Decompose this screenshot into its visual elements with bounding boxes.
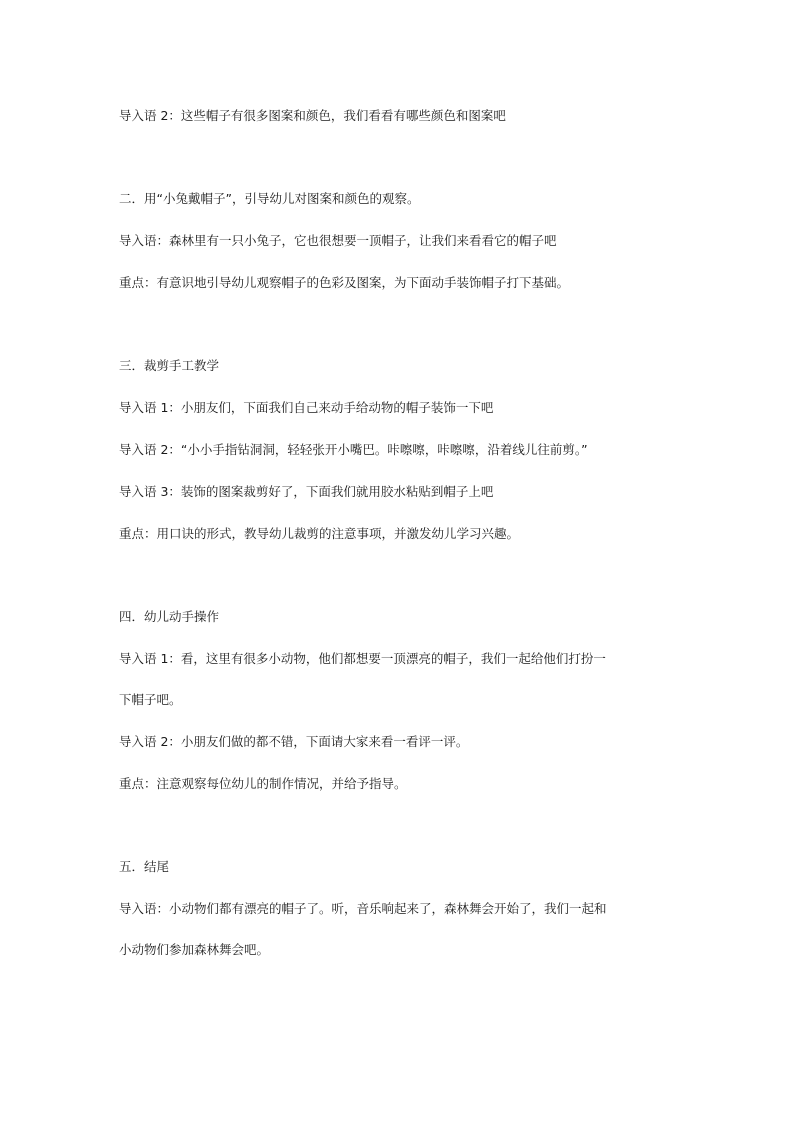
section-heading-5: 五．结尾: [119, 859, 170, 874]
paragraph-intro: 导入语：森林里有一只小兔子，它也很想要一顶帽子，让我们来看看它的帽子吧: [119, 233, 557, 248]
paragraph-intro-1: 导入语 1：小朋友们，下面我们自己来动手给动物的帽子装饰一下吧: [119, 400, 494, 415]
paragraph-intro-3: 导入语 3：装饰的图案裁剪好了，下面我们就用胶水粘贴到帽子上吧: [119, 484, 494, 499]
paragraph-intro-continued: 小动物们参加森林舞会吧。: [119, 942, 270, 957]
paragraph-key-point: 重点：用口诀的形式，教导幼儿裁剪的注意事项，并激发幼儿学习兴趣。: [119, 526, 520, 541]
section-heading-3: 三．裁剪手工教学: [119, 358, 220, 373]
section-heading-4: 四．幼儿动手操作: [119, 609, 220, 624]
section-heading-2: 二．用“小兔戴帽子”，引导幼儿对图案和颜色的观察。: [119, 191, 420, 206]
paragraph-intro: 导入语：小动物们都有漂亮的帽子了。听，音乐响起来了，森林舞会开始了，我们一起和: [119, 901, 607, 916]
paragraph-intro-1-continued: 下帽子吧。: [119, 692, 182, 707]
paragraph-key-point: 重点：有意识地引导幼儿观察帽子的色彩及图案，为下面动手装饰帽子打下基础。: [119, 275, 570, 290]
paragraph-intro-2: 导入语 2：这些帽子有很多图案和颜色，我们看看有哪些颜色和图案吧: [119, 108, 506, 123]
paragraph-key-point: 重点：注意观察每位幼儿的制作情况，并给予指导。: [119, 776, 407, 791]
paragraph-intro-2: 导入语 2：小朋友们做的都不错，下面请大家来看一看评一评。: [119, 734, 469, 749]
paragraph-intro-1: 导入语 1：看，这里有很多小动物，他们都想要一顶漂亮的帽子，我们一起给他们打扮一: [119, 651, 606, 666]
paragraph-intro-2: 导入语 2：“小小手指钻洞洞，轻轻张开小嘴巴。咔嚓嚓，咔嚓嚓，沿着线儿往前剪。”: [119, 442, 588, 457]
